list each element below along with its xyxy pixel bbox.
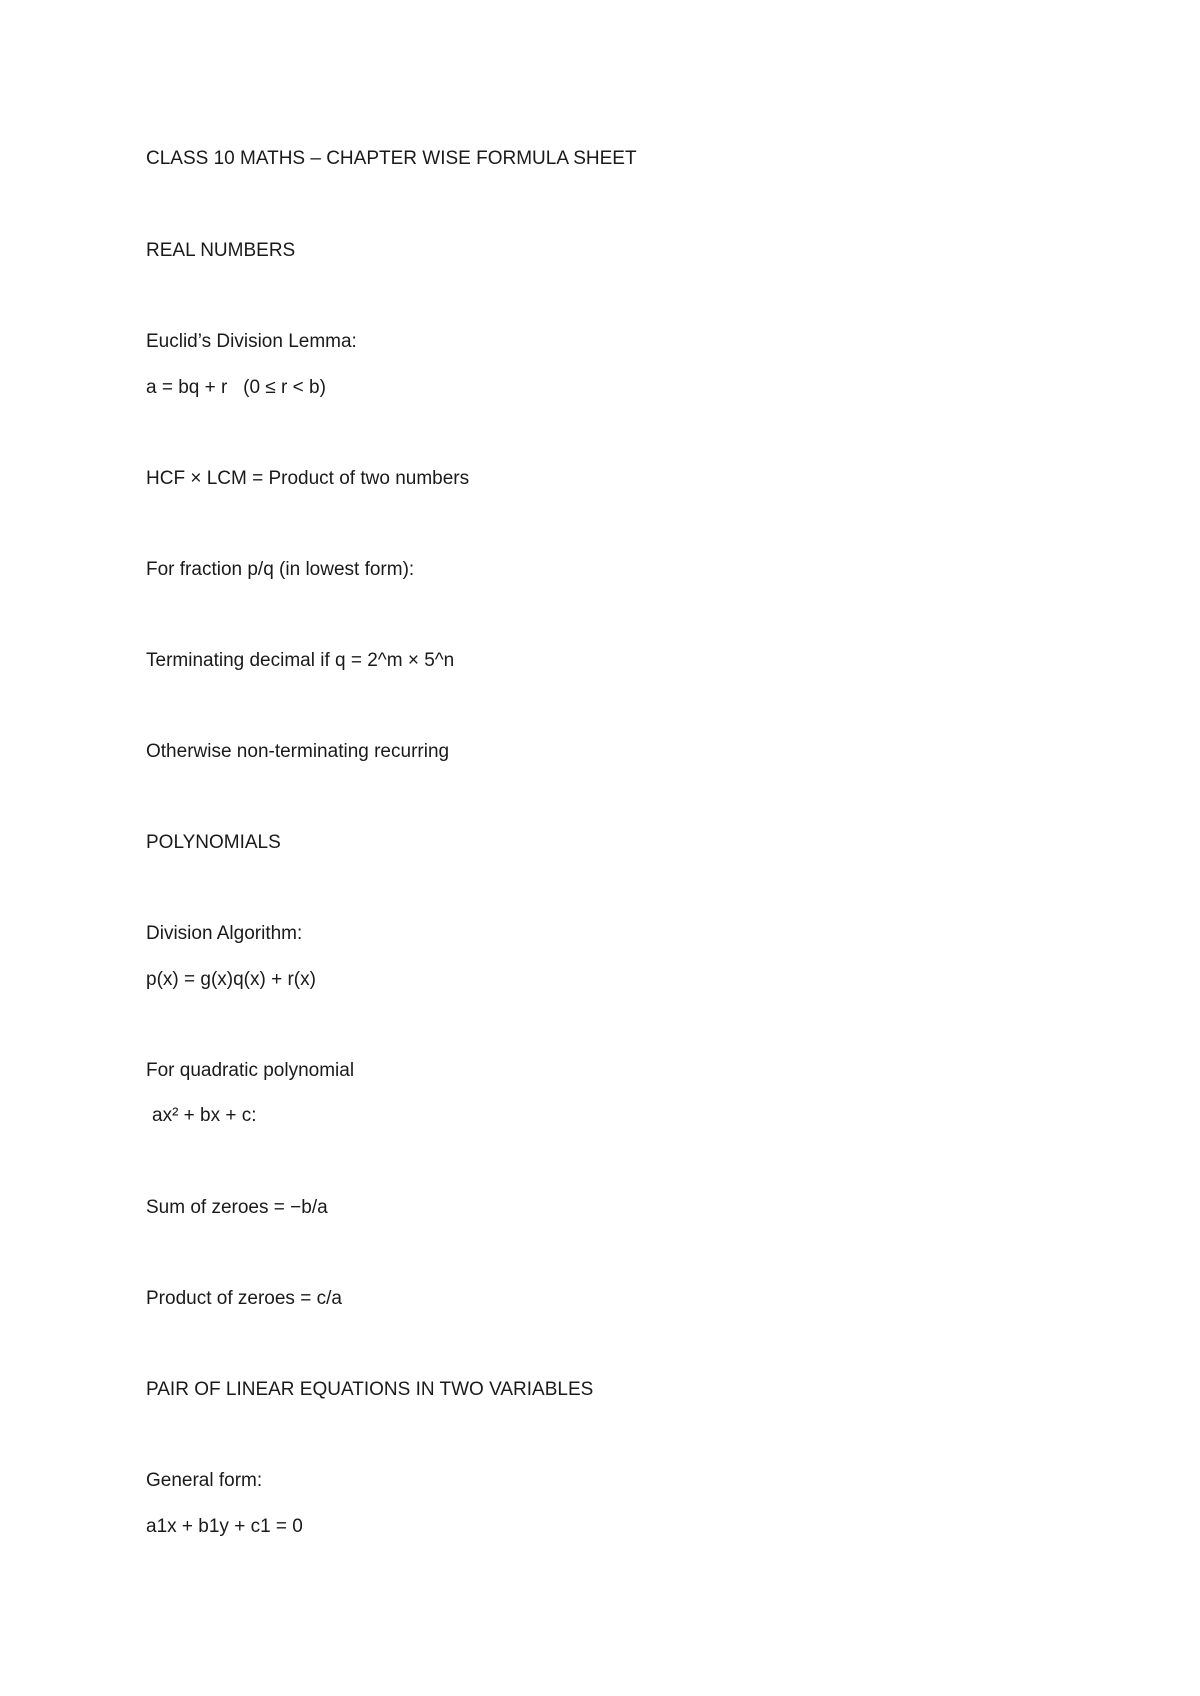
formula-line: a1x + b1y + c1 = 0 <box>146 1516 303 1537</box>
text-line: Otherwise non-terminating recurring <box>146 741 450 762</box>
text-line: General form: <box>146 1470 263 1491</box>
formula-line: Sum of zeroes = −b/a <box>146 1197 328 1218</box>
formula-line: p(x) = g(x)q(x) + r(x) <box>146 969 316 990</box>
section-heading-real-numbers: REAL NUMBERS <box>146 240 296 261</box>
formula-line: HCF × LCM = Product of two numbers <box>146 468 470 489</box>
formula-line: a = bq + r (0 ≤ r < b) <box>146 377 326 398</box>
text-line: Euclid’s Division Lemma: <box>146 331 357 352</box>
page-title: CLASS 10 MATHS – CHAPTER WISE FORMULA SHEET <box>146 148 637 169</box>
text-line: Division Algorithm: <box>146 923 303 944</box>
section-heading-polynomials: POLYNOMIALS <box>146 832 281 853</box>
text-line: For quadratic polynomial <box>146 1060 355 1081</box>
formula-line: Terminating decimal if q = 2^m × 5^n <box>146 650 455 671</box>
formula-line: ax² + bx + c: <box>152 1105 257 1126</box>
formula-line: Product of zeroes = c/a <box>146 1288 342 1309</box>
text-line: For fraction p/q (in lowest form): <box>146 559 415 580</box>
section-heading-linear-equations: PAIR OF LINEAR EQUATIONS IN TWO VARIABLES <box>146 1379 594 1400</box>
